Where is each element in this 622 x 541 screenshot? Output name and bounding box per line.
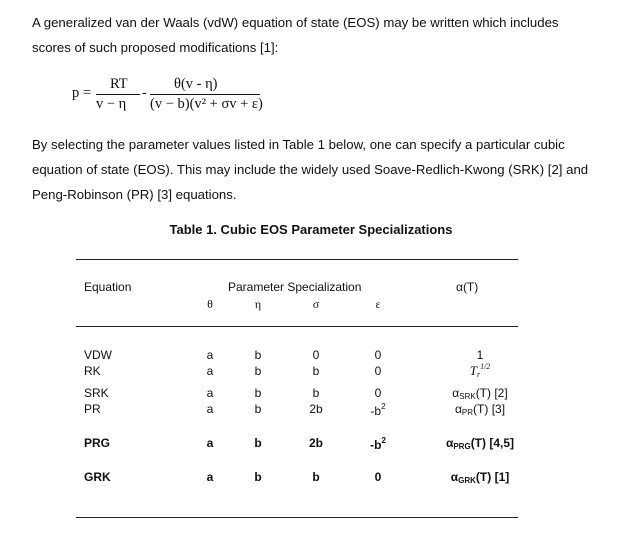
equation-term2-denominator: (v − b)(v² + σv + ε): [150, 96, 263, 112]
row-alpha: $\alpha_{SRK}(T)$ [2]: [452, 386, 508, 401]
row-alpha: $\alpha_{GRK}(T)$ [1]: [450, 470, 510, 485]
body-paragraph: By selecting the parameter values listed in Table 1 below, one can specify a particular cubic equation of state (EOS). This may include the widely used Soave-Redlich-Kwong (SRK) [2] and Peng-Robinson (PR) [3] equations.: [32, 137, 589, 202]
table-header-rule: [76, 326, 518, 327]
row-eta: b: [254, 402, 262, 416]
row-epsilon: $-b^2$: [370, 436, 386, 452]
equation-term1-numerator: RT: [110, 76, 128, 92]
row-eta: b: [254, 470, 262, 484]
row-eta: b: [254, 348, 262, 362]
equation-minus: -: [142, 85, 147, 101]
row-alpha: $\alpha_{PR}(T)$ [3]: [454, 402, 506, 417]
table-top-rule: [76, 259, 518, 260]
row-theta: a: [206, 402, 214, 416]
row-epsilon: 0: [374, 348, 382, 362]
equation-term2-numerator: θ(v - η): [174, 76, 218, 92]
row-epsilon: 0: [374, 470, 382, 484]
row-equation: PRG: [84, 436, 111, 450]
row-eta: b: [254, 436, 262, 450]
row-sigma: b: [312, 364, 320, 378]
table-bottom-rule: [76, 517, 518, 518]
row-equation: VDW: [84, 348, 112, 362]
row-equation: PR: [84, 402, 101, 416]
header-equation: Equation: [84, 280, 132, 294]
header-parameter-specialization: Parameter Specialization: [228, 280, 362, 294]
intro-paragraph: A generalized van der Waals (vdW) equation of state (EOS) may be written which includes scores of such proposed modifications [1]:: [32, 15, 559, 55]
row-theta: a: [206, 386, 214, 400]
equation-term1-denominator: v − η: [96, 96, 127, 112]
row-sigma: b: [312, 386, 320, 400]
table-caption: Table 1. Cubic EOS Parameter Specializations: [169, 222, 453, 237]
row-equation: RK: [84, 364, 101, 378]
row-eta: b: [254, 364, 262, 378]
fraction-bar-1: [96, 94, 140, 95]
row-epsilon: 0: [374, 386, 382, 400]
row-alpha: $T_r^{1/2}$: [469, 362, 491, 379]
row-sigma: 2b: [309, 402, 323, 416]
header-epsilon: ε: [375, 297, 381, 311]
row-sigma: 0: [312, 348, 320, 362]
fraction-bar-2: [150, 94, 260, 95]
header-sigma: σ: [312, 297, 320, 311]
row-eta: b: [254, 386, 262, 400]
header-alpha: α(T): [456, 280, 479, 294]
row-sigma: b: [312, 470, 320, 484]
row-alpha: 1: [476, 348, 484, 362]
row-alpha: $\alpha_{PRG}(T)$ [4,5]: [445, 436, 515, 451]
row-theta: a: [206, 436, 214, 450]
row-theta: a: [206, 348, 214, 362]
row-epsilon: $-b^2$: [370, 402, 386, 418]
row-sigma: 2b: [308, 436, 323, 450]
header-eta: η: [254, 297, 262, 311]
equation-lhs: p =: [72, 85, 92, 101]
row-epsilon: 0: [374, 364, 382, 378]
header-theta: θ: [207, 297, 213, 311]
row-theta: a: [206, 364, 214, 378]
row-equation: SRK: [84, 386, 109, 400]
row-equation: GRK: [84, 470, 111, 484]
row-theta: a: [206, 470, 214, 484]
